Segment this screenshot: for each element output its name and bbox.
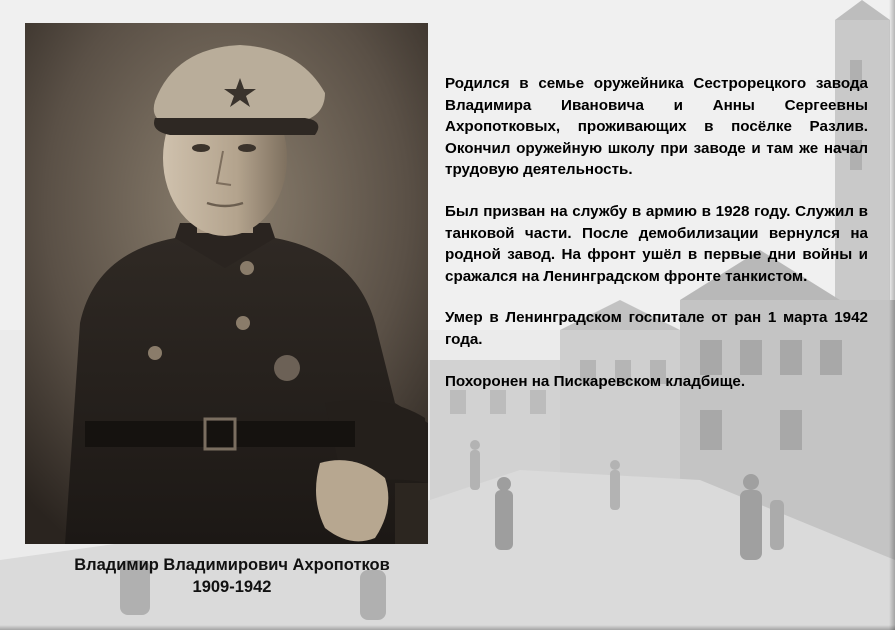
- bio-paragraph-burial: Похоронен на Пискаревском кладбище.: [445, 372, 746, 390]
- person-years: 1909-1942: [192, 578, 272, 596]
- bio-paragraph-death: Умер в Ленинградском госпитале от ран 1 марта 1942 года.: [445, 309, 868, 348]
- slide-shadow-right: [889, 0, 895, 630]
- slide-shadow-bottom: [0, 625, 895, 630]
- bio-paragraph-birth: Родился в семье оружейника Сестрорецкого завода Владимира Ивановича и Анны Сергеевны Ахропотковых, проживающих в посёлке Разлив. Окончил оружейную школу при заводе и там же начал трудовую деятельность.: [445, 75, 868, 179]
- portrait-caption: [10, 554, 454, 598]
- person-name: Владимир Владимирович Ахропотков: [74, 556, 390, 574]
- portrait-photo: [25, 23, 428, 544]
- biography-text: [445, 73, 868, 412]
- bio-paragraph-service: Был призван на службу в армию в 1928 году. Служил в танковой части. После демобилизации вернулся на родной завод. На фронт ушёл в первые дни войны и сражался на Ленинградском фронте танкистом.: [445, 202, 868, 285]
